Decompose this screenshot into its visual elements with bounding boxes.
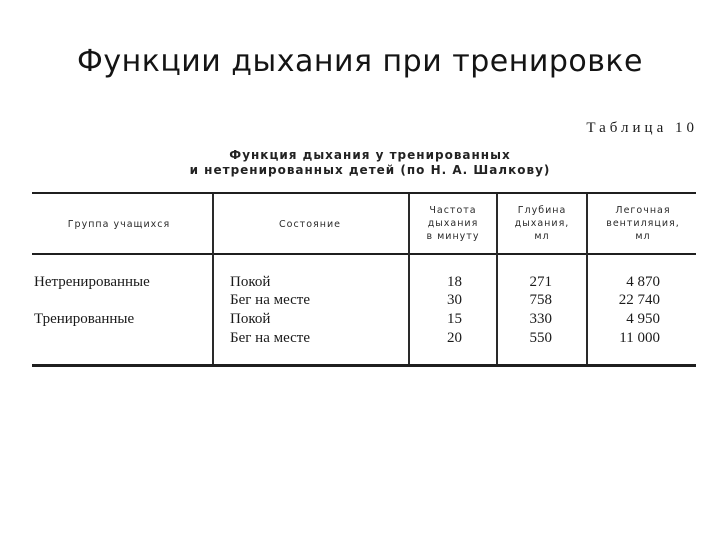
- table-cell-rate: 20: [447, 330, 462, 346]
- scanned-table: [30, 118, 702, 378]
- table-cell-state: Бег на месте: [230, 292, 311, 308]
- header-group: Группа учащихся: [67, 219, 171, 230]
- table-caption: [150, 148, 590, 178]
- table-cell-depth: 758: [529, 292, 552, 308]
- table-cell-ventilation: 22 740: [618, 292, 660, 308]
- slide-title: Функции дыхания при тренировке: [77, 44, 643, 79]
- table-cell-depth: 550: [529, 330, 552, 346]
- column-divider: [496, 194, 498, 364]
- caption-line-2: и нетренированных детей (по Н. А. Шалкову): [189, 163, 551, 177]
- column-divider: [408, 194, 410, 364]
- table-cell-state: Покой: [230, 274, 271, 290]
- column-divider: [586, 194, 588, 364]
- table-cell-ventilation: 4 950: [626, 311, 660, 327]
- table-bottom-rule: [32, 364, 696, 367]
- table-top-rule: [32, 192, 696, 194]
- caption-line-1: Функция дыхания у тренированных: [229, 148, 511, 162]
- header-rate: Частота дыхания в минуту: [426, 205, 480, 242]
- table-cell-rate: 18: [447, 274, 462, 290]
- table-cell-rate: 30: [447, 292, 462, 308]
- table-cell-group: Нетренированные: [34, 274, 150, 290]
- table-cell-depth: 330: [529, 311, 552, 327]
- table-cell-state: Бег на месте: [230, 330, 311, 346]
- header-state: Состояние: [279, 219, 341, 230]
- header-bottom-rule: [32, 253, 696, 255]
- table-cell-state: Покой: [230, 311, 271, 327]
- table-cell-ventilation: 11 000: [619, 330, 660, 346]
- header-depth: Глубина дыхания, мл: [514, 205, 570, 242]
- table-cell-depth: 271: [529, 274, 552, 290]
- table-cell-ventilation: 4 870: [626, 274, 660, 290]
- table-cell-group: Тренированные: [34, 311, 135, 327]
- table-cell-rate: 15: [447, 311, 462, 327]
- column-divider: [212, 194, 214, 364]
- header-ventilation: Легочная вентиляция, мл: [606, 205, 680, 242]
- table-number: Таблица 10: [586, 120, 698, 136]
